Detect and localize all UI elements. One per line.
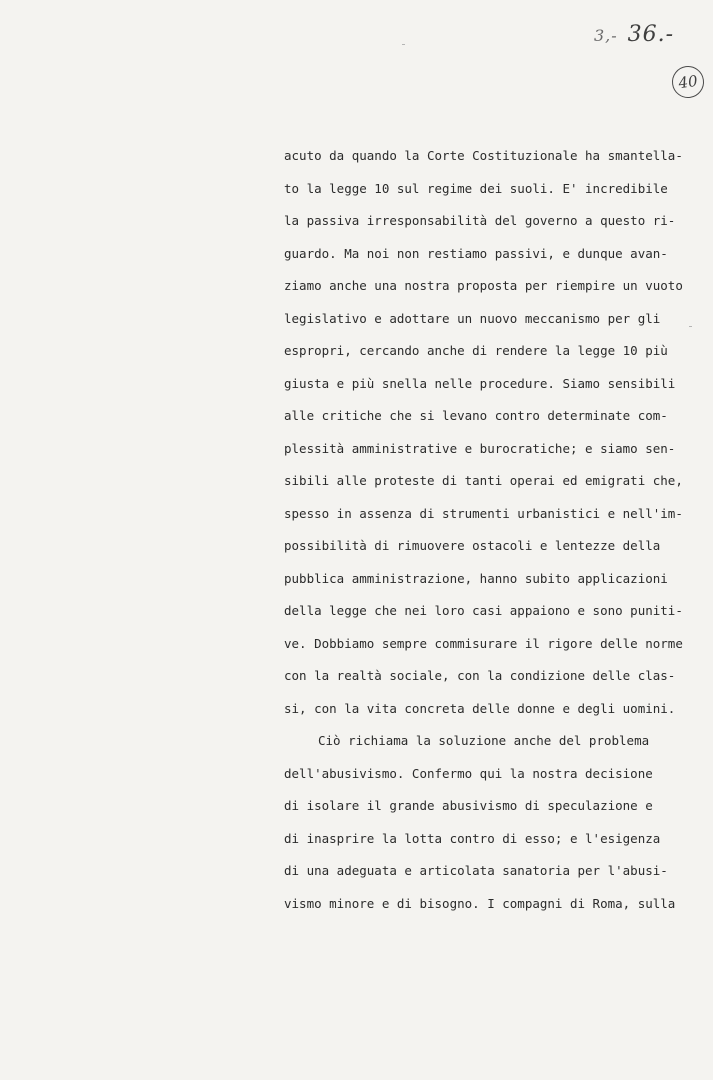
text-line: di inasprire la lotta contro di esso; e l'esigenza bbox=[284, 830, 661, 846]
text-line: sibili alle proteste di tanti operai ed emigrati che, bbox=[284, 473, 683, 488]
text-line: acuto da quando la Corte Costituzionale ha smantella- bbox=[284, 148, 683, 163]
handwritten-page-number bbox=[594, 22, 674, 47]
text-line: dell'abusivismo. Confermo qui la nostra decisione bbox=[284, 765, 653, 781]
text-line: si, con la vita concreta delle donne e degli uomini. bbox=[284, 700, 676, 716]
paper-speck bbox=[402, 44, 405, 45]
circled-page-number: 40 bbox=[670, 64, 706, 100]
text-line: la passiva irresponsabilità del governo a questo ri- bbox=[284, 213, 676, 228]
paragraph-start-line: Ciò richiama la soluzione anche del problema bbox=[318, 733, 650, 748]
typed-text-body bbox=[284, 140, 683, 920]
text-line: plessità amministrative e burocratiche; e siamo sen- bbox=[284, 440, 676, 456]
paper-speck bbox=[689, 326, 692, 327]
text-line: spesso in assenza di strumenti urbanistici e nell'im- bbox=[284, 505, 683, 521]
text-line: ve. Dobbiamo sempre commisurare il rigore delle norme bbox=[284, 635, 683, 651]
text-line: ziamo anche una nostra proposta per riempire un vuoto bbox=[284, 278, 683, 293]
text-line: legislativo e adottare un nuovo meccanismo per gli bbox=[284, 310, 661, 326]
text-line: della legge che nei loro casi appaiono e sono puniti- bbox=[284, 603, 683, 618]
text-line: di una adeguata e articolata sanatoria per l'abusi- bbox=[284, 863, 668, 878]
text-line: to la legge 10 sul regime dei suoli. E' incredibile bbox=[284, 180, 668, 196]
text-line: giusta e più snella nelle procedure. Siamo sensibili bbox=[284, 375, 676, 391]
text-line: con la realtà sociale, con la condizione delle clas- bbox=[284, 668, 676, 683]
text-line: di isolare il grande abusivismo di speculazione e bbox=[284, 798, 653, 813]
text-line: pubblica amministrazione, hanno subito applicazioni bbox=[284, 570, 668, 586]
text-line: vismo minore e di bisogno. I compagni di Roma, sulla bbox=[284, 895, 676, 911]
text-line: espropri, cercando anche di rendere la legge 10 più bbox=[284, 343, 668, 358]
handwritten-page-number-main: 36.- bbox=[627, 22, 675, 47]
text-line: alle critiche che si levano contro determinate com- bbox=[284, 408, 668, 423]
handwritten-page-number-small: 3,- bbox=[594, 26, 618, 45]
text-line: guardo. Ma noi non restiamo passivi, e dunque avan- bbox=[284, 245, 668, 261]
text-line: possibilità di rimuovere ostacoli e lentezze della bbox=[284, 538, 661, 553]
